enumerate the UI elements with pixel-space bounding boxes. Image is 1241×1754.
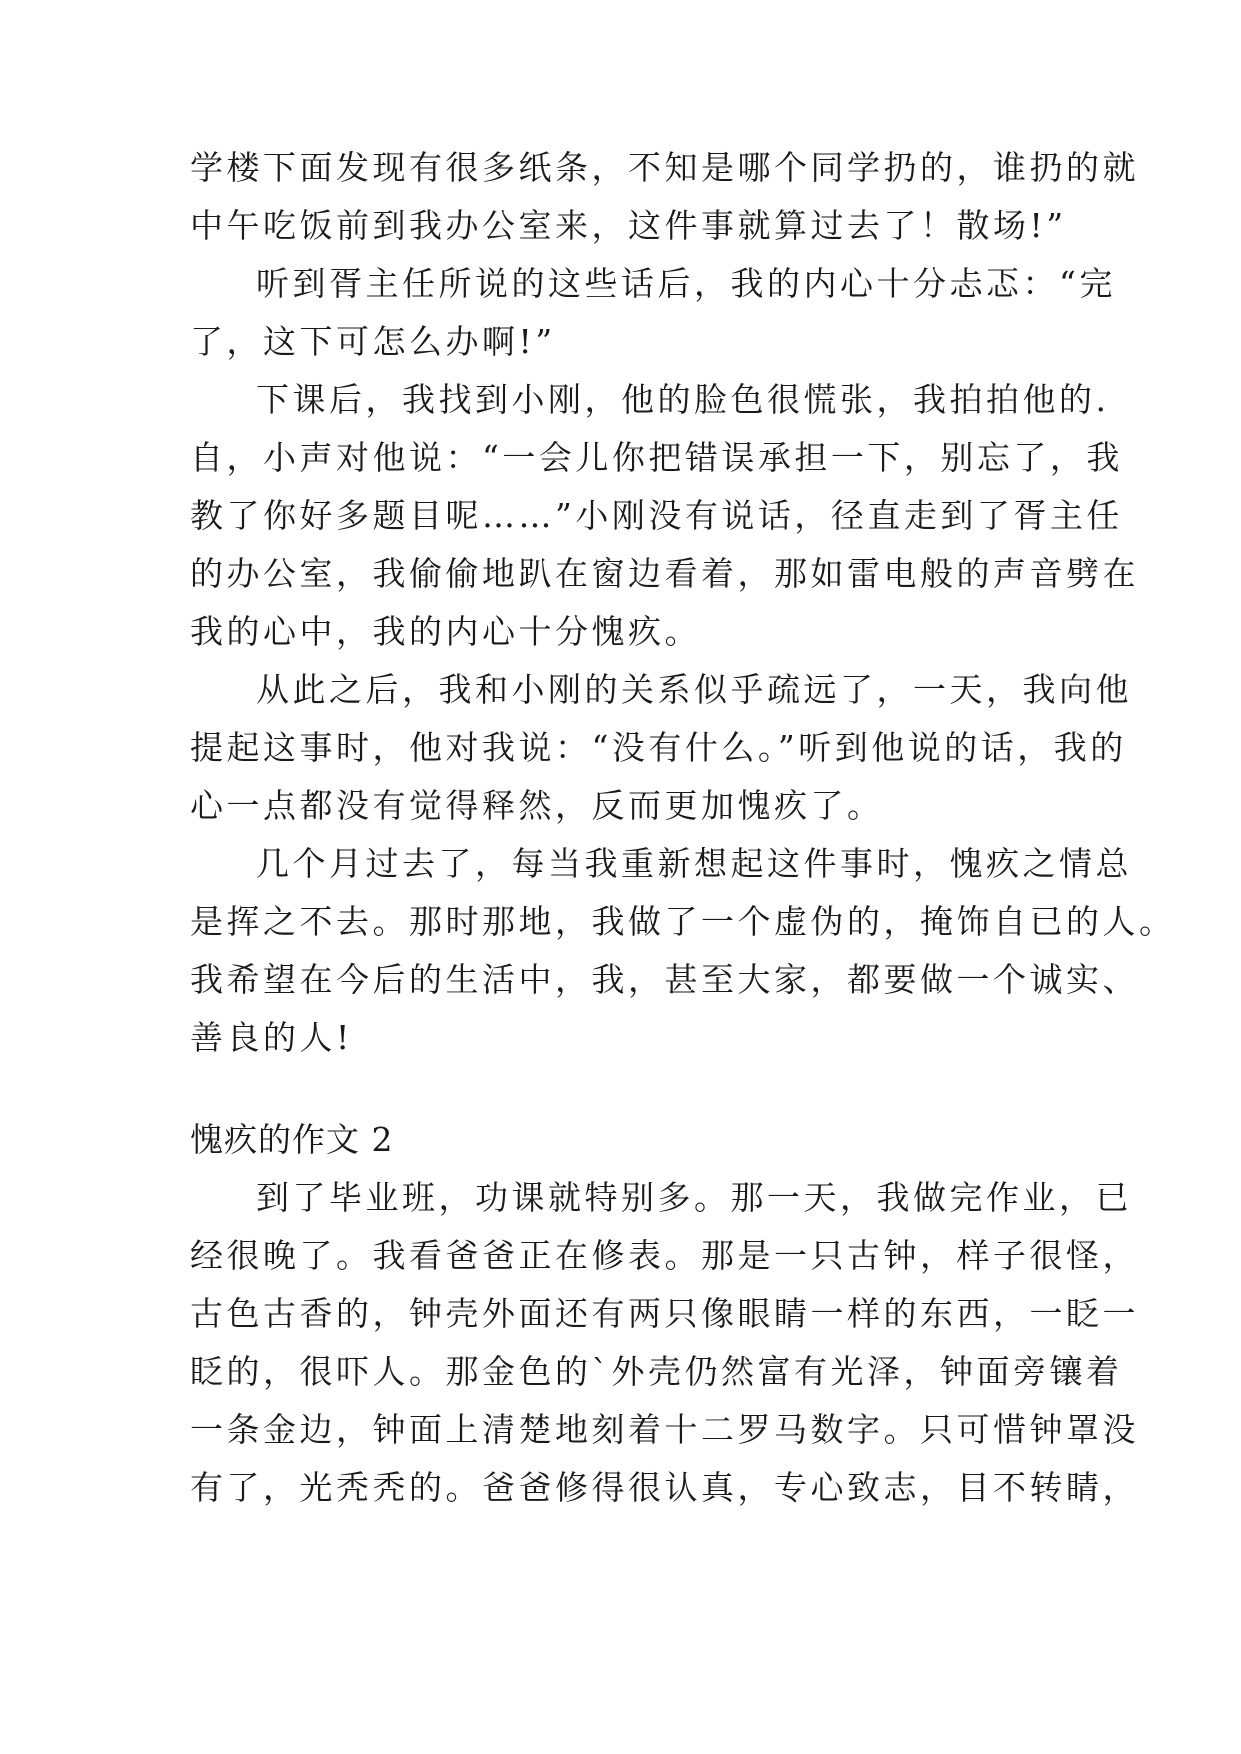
- text-line: 古色古香的，钟壳外面还有两只像眼睛一样的东西，一眨一: [190, 1294, 1139, 1333]
- text-line: 提起这事时，他对我说：“没有什么。”听到他说的话，我的: [190, 728, 1127, 767]
- text-line: 从此之后，我和小刚的关系似乎疏远了，一天，我向他: [256, 670, 1132, 709]
- text-line: 经很晚了。我看爸爸正在修表。那是一只古钟，样子很怪，: [190, 1236, 1139, 1275]
- text-line: 自，小声对他说：“一会儿你把错误承担一下，别忘了，我: [190, 438, 1123, 477]
- text-line: 一条金边，钟面上清楚地刻着十二罗马数字。只可惜钟罩没: [190, 1410, 1139, 1449]
- text-line: 到了毕业班，功课就特别多。那一天，我做完作业，已: [256, 1178, 1132, 1217]
- text-line: 善良的人!: [190, 1018, 353, 1057]
- text-line: 我希望在今后的生活中，我，甚至大家，都要做一个诚实、: [190, 960, 1139, 999]
- text-line: 的办公室，我偷偷地趴在窗边看着，那如雷电般的声音劈在: [190, 554, 1139, 593]
- text-line: 了，这下可怎么办啊!”: [190, 322, 556, 361]
- text-line: 是挥之不去。那时那地，我做了一个虚伪的，掩饰自已的人。: [190, 902, 1176, 941]
- text-line: 中午吃饭前到我办公室来，这件事就算过去了！散场!”: [190, 206, 1067, 245]
- text-line: 下课后，我找到小刚，他的脸色很慌张，我拍拍他的.: [256, 380, 1110, 419]
- text-line: 眨的，很吓人。那金色的`外壳仍然富有光泽，钟面旁镶着: [190, 1352, 1123, 1391]
- text-line: 有了，光秃秃的。爸爸修得很认真，专心致志，目不转睛，: [190, 1468, 1139, 1507]
- text-line: 听到胥主任所说的这些话后，我的内心十分忐忑：“完: [256, 264, 1116, 303]
- text-line: 心一点都没有觉得释然，反而更加愧疚了。: [190, 786, 884, 825]
- text-line: 我的心中，我的内心十分愧疚。: [190, 612, 701, 651]
- text-line: 教了你好多题目呢……”小刚没有说话，径直走到了胥主任: [190, 496, 1123, 535]
- text-line: 几个月过去了，每当我重新想起这件事时，愧疚之情总: [256, 844, 1132, 883]
- section-title: 愧疚的作文 2: [190, 1120, 394, 1159]
- text-line: 学楼下面发现有很多纸条，不知是哪个同学扔的，谁扔的就: [190, 148, 1139, 187]
